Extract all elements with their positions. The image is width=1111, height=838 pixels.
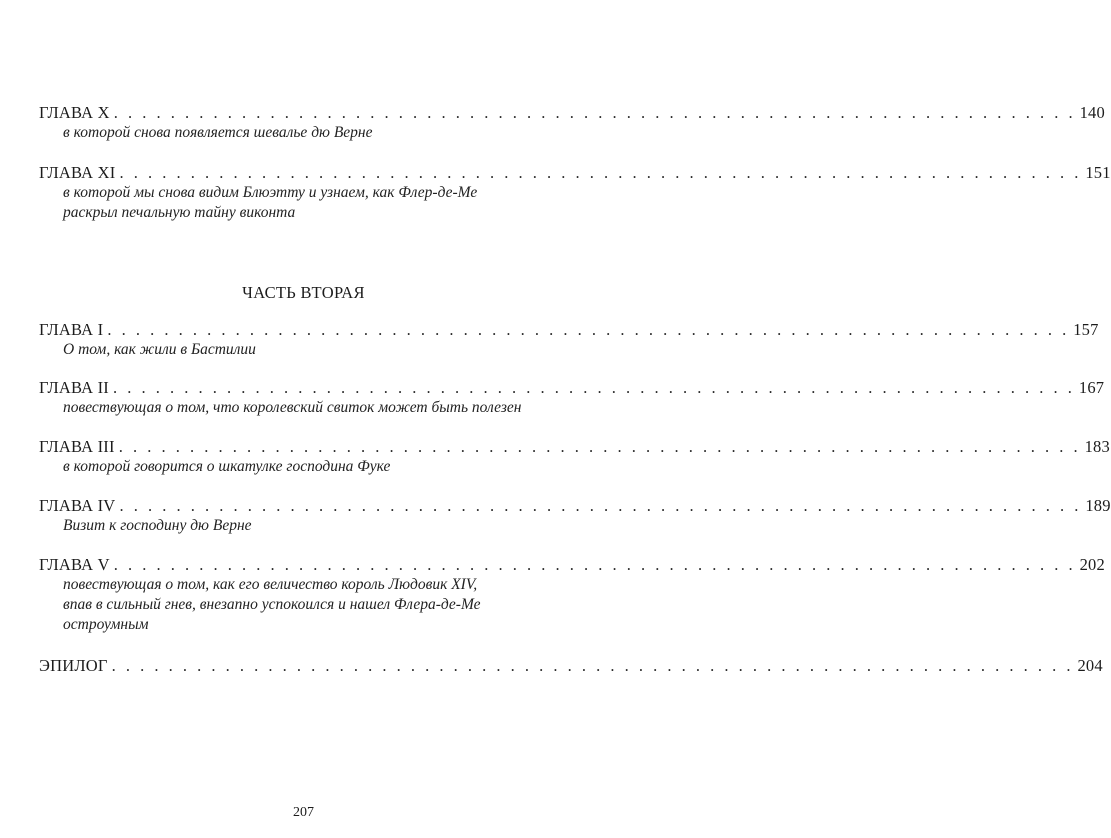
description-line: раскрыл печальную тайну виконта <box>63 204 296 221</box>
chapter-label: ГЛАВА X <box>39 103 110 122</box>
dot-leader: . . . . . . . . . . . . . . . . . . . . . . . . . . . . . . . . . . . . . . . . . . . . . . . . . . . . . . . . . . . . . . . . . . . . <box>119 163 1082 182</box>
part-title: ЧАСТЬ ВТОРАЯ <box>242 283 365 302</box>
page-number: 189 <box>1085 496 1111 515</box>
toc-entry-part2-chapter-5 <box>39 555 1105 635</box>
chapter-label: ГЛАВА II <box>39 378 110 397</box>
toc-entry-epilogue <box>39 656 1103 676</box>
dot-leader: . . . . . . . . . . . . . . . . . . . . . . . . . . . . . . . . . . . . . . . . . . . . . . . . . . . . . . . . . . . . . . . . . . . . <box>119 496 1082 515</box>
chapter-description <box>63 123 541 143</box>
toc-entry-part2-chapter-1 <box>39 320 1099 360</box>
toc-entry-heading <box>39 656 1103 676</box>
page-number: 183 <box>1084 437 1110 456</box>
chapter-label: ГЛАВА III <box>39 437 115 456</box>
dot-leader: . . . . . . . . . . . . . . . . . . . . . . . . . . . . . . . . . . . . . . . . . . . . . . . . . . . . . . . . . . . . . . . . . . . . <box>113 103 1076 122</box>
description-line: повествующая о том, как его величество король Людовик XIV, <box>63 576 478 593</box>
toc-entry-part2-chapter-2 <box>39 378 1105 418</box>
toc-entry-part2-chapter-4 <box>39 496 1111 536</box>
toc-entry-heading <box>39 163 1111 183</box>
chapter-label: ГЛАВА V <box>39 555 110 574</box>
toc-entry-chapter-11 <box>39 163 1111 223</box>
page-number: 202 <box>1079 555 1105 574</box>
page-number: 157 <box>1073 320 1099 339</box>
chapter-description <box>63 183 541 223</box>
page-number: 151 <box>1085 163 1111 182</box>
page-number: 167 <box>1078 378 1105 397</box>
chapter-description <box>63 575 541 635</box>
toc-entry-heading <box>39 555 1105 575</box>
toc-entry-heading <box>39 437 1110 457</box>
chapter-label: ГЛАВА IV <box>39 496 116 515</box>
toc-entry-part2-chapter-3 <box>39 437 1110 477</box>
description-line: Визит к господину дю Верне <box>63 517 252 534</box>
toc-entry-heading <box>39 103 1105 123</box>
page-number: 204 <box>1077 656 1103 675</box>
toc-entry-heading <box>39 320 1099 340</box>
description-line: впав в сильный гнев, внезапно успокоился и нашел Флера-де-Ме <box>63 596 481 613</box>
toc-entry-chapter-10 <box>39 103 1105 143</box>
epilogue-label: ЭПИЛОГ <box>39 656 108 675</box>
description-line: О том, как жили в Бастилии <box>63 341 256 358</box>
chapter-description <box>63 516 541 536</box>
toc-entry-heading <box>39 496 1111 516</box>
chapter-label: ГЛАВА I <box>39 320 104 339</box>
dot-leader: . . . . . . . . . . . . . . . . . . . . . . . . . . . . . . . . . . . . . . . . . . . . . . . . . . . . . . . . . . . . . . . . . . . . <box>107 320 1070 339</box>
dot-leader: . . . . . . . . . . . . . . . . . . . . . . . . . . . . . . . . . . . . . . . . . . . . . . . . . . . . . . . . . . . . . . . . . . . . <box>111 656 1074 675</box>
dot-leader: . . . . . . . . . . . . . . . . . . . . . . . . . . . . . . . . . . . . . . . . . . . . . . . . . . . . . . . . . . . . . . . . . . . . <box>118 437 1081 456</box>
description-line: в которой говорится о шкатулке господина Фуке <box>63 458 391 475</box>
chapter-description <box>63 340 541 360</box>
folio-page-number: 207 <box>293 805 314 820</box>
chapter-description <box>63 457 541 477</box>
toc-entry-heading <box>39 378 1105 398</box>
description-line: в которой мы снова видим Блюэтту и узнаем, как Флер-де-Ме <box>63 184 478 201</box>
description-line: повествующая о том, что королевский свиток может быть полезен <box>63 399 522 416</box>
description-line: в которой снова появляется шевалье дю Верне <box>63 124 373 141</box>
chapter-description <box>63 398 541 418</box>
dot-leader: . . . . . . . . . . . . . . . . . . . . . . . . . . . . . . . . . . . . . . . . . . . . . . . . . . . . . . . . . . . . . . . . . . . . <box>113 378 1075 397</box>
chapter-label: ГЛАВА XI <box>39 163 116 182</box>
page-number: 140 <box>1079 103 1105 122</box>
dot-leader: . . . . . . . . . . . . . . . . . . . . . . . . . . . . . . . . . . . . . . . . . . . . . . . . . . . . . . . . . . . . . . . . . . . . <box>113 555 1076 574</box>
description-line: остроумным <box>63 616 149 633</box>
